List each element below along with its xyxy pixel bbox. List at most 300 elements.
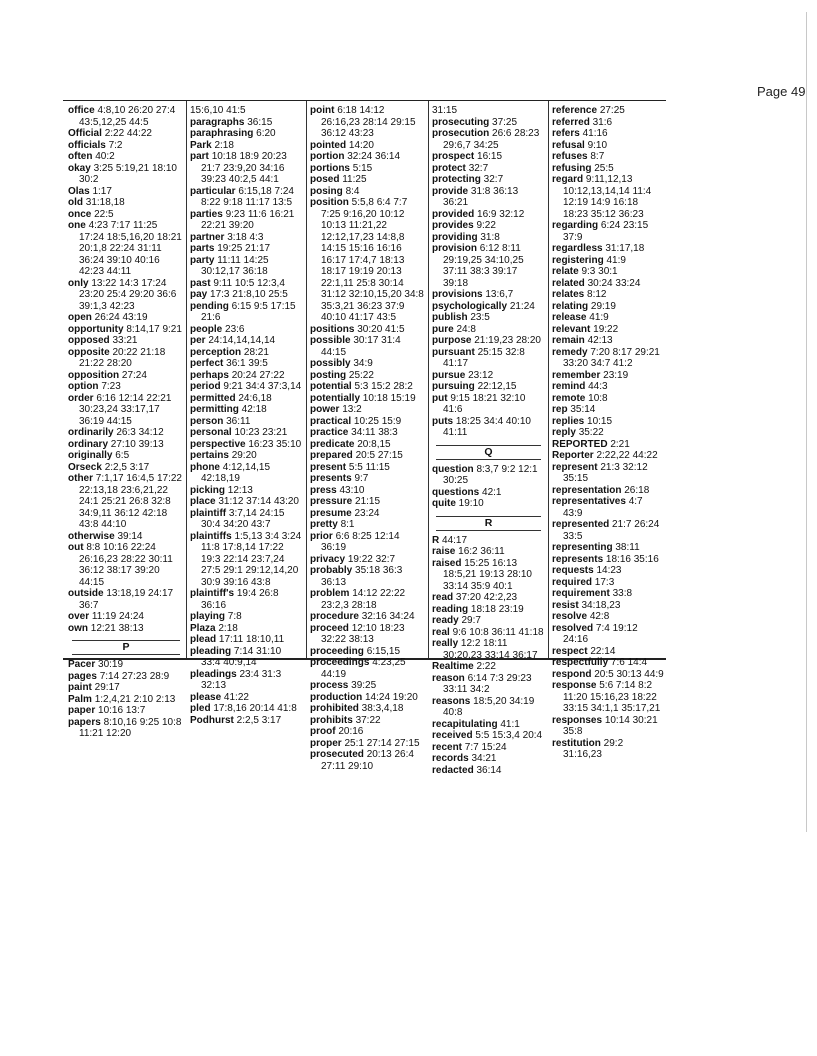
index-entry (310, 749, 426, 772)
index-term: pure (432, 323, 454, 335)
index-entry (68, 694, 184, 706)
index-entry (552, 485, 664, 497)
index-refs: 5:5,8 6:4 7:7 7:25 9:16,20 10:12 10:13 11:21,22 12:12,17,23 14:8,8 14:15 15:16 16:16 16:17 17:4,7 18:13 18:17 19:19 20:13 22:1,11 25:8 30:14 31:12 32:10,15,20 34:8 35:3,21 36:23 37:9 40:10 41:17 43:5 (321, 197, 424, 323)
index-entry (68, 163, 184, 186)
index-refs: 42:13 (587, 335, 613, 346)
index-refs: 13:18,19 24:17 36:7 (79, 588, 174, 611)
index-entry (68, 682, 184, 694)
index-refs: 36:1 39:5 (226, 358, 268, 369)
index-entry (190, 646, 303, 669)
index-entry (432, 151, 545, 163)
index-refs: 44:17 (442, 534, 468, 546)
index-refs: 29:2 31:16,23 (563, 737, 624, 760)
index-term: potential (310, 381, 352, 392)
index-term: person (190, 415, 224, 427)
index-term: Palm (68, 693, 92, 705)
index-refs: 35:22 (578, 427, 604, 438)
index-entry (432, 335, 545, 347)
index-term: put (432, 392, 448, 404)
index-term: other (68, 473, 93, 484)
index-term: power (310, 404, 340, 415)
index-entry (552, 243, 664, 255)
index-refs: 12:21 38:13 (90, 622, 144, 634)
index-entry (68, 531, 184, 543)
index-entry (310, 439, 426, 451)
index-refs: 9:11 10:5 12:3,4 (213, 277, 285, 289)
index-term: REPORTED (552, 438, 608, 450)
index-entry (432, 765, 545, 777)
index-refs: 1:5,13 3:4 3:24 11:8 17:8,14 17:22 19:3 22:14 23:7,24 27:5 29:1 29:12,14,20 30:9 39:16 43:8 (201, 530, 302, 588)
index-entry (432, 312, 545, 324)
index-term: playing (190, 611, 226, 622)
index-entry (432, 592, 545, 604)
index-term: proceeding (310, 645, 364, 657)
index-refs: 19:10 (458, 498, 484, 509)
index-refs: 8:4 (345, 185, 360, 197)
index-refs: 24:6,18 (238, 392, 272, 404)
index-term: old (68, 197, 83, 208)
index-refs: 2:22 44:22 (104, 128, 152, 139)
index-entry (310, 197, 426, 324)
index-term: requirement (552, 588, 610, 599)
index-entry (552, 312, 664, 324)
index-refs: 18:25 34:4 40:10 41:11 (443, 415, 531, 438)
index-term: respect (552, 645, 588, 657)
index-refs: 11:19 24:24 (91, 611, 144, 622)
index-entry (552, 715, 664, 738)
index-entry (310, 715, 426, 727)
page-number: Page 49 (757, 84, 806, 99)
index-refs: 8:7 (590, 151, 605, 162)
index-term: privacy (310, 553, 346, 565)
index-refs: 41:9 (589, 312, 609, 323)
index-term: question (432, 463, 474, 475)
index-entry (432, 638, 545, 661)
index-term: represented (552, 519, 610, 530)
index-term: responses (552, 714, 603, 726)
index-entry (432, 232, 545, 244)
index-entry (190, 439, 303, 451)
index-column-2 (190, 105, 303, 726)
index-refs: 4:23,25 44:19 (321, 657, 406, 680)
index-term: position (310, 197, 349, 208)
index-entry (432, 661, 545, 673)
index-entry (310, 404, 426, 416)
index-term: practice (310, 427, 349, 438)
index-refs: 3:18 4:3 (227, 231, 264, 243)
index-entry (432, 301, 545, 313)
index-refs: 5:5 11:15 (348, 461, 390, 473)
index-entry (552, 657, 664, 669)
index-refs: 4:7 43:9 (563, 496, 643, 519)
index-refs: 8:12 (587, 289, 607, 300)
index-refs: 25:1 27:14 27:15 (344, 737, 420, 749)
index-refs: 21:15 (355, 496, 381, 507)
index-term: pages (68, 670, 97, 682)
index-refs: 18:18 23:19 (470, 603, 524, 615)
index-entry (68, 717, 184, 740)
index-refs: 41:1 (500, 718, 520, 730)
index-term: relates (552, 289, 585, 300)
index-term: press (310, 484, 337, 496)
section-letter: R (436, 516, 541, 531)
index-refs: 31:8 (480, 231, 500, 243)
index-term: represent (552, 461, 598, 473)
index-term: past (190, 277, 211, 289)
index-term: remote (552, 392, 586, 404)
index-refs: 2:21 (610, 438, 630, 450)
index-entry (68, 312, 184, 324)
index-entry (190, 255, 303, 278)
index-term: records (432, 753, 469, 764)
index-entry (310, 485, 426, 497)
index-refs: 22:5 (94, 208, 114, 220)
index-entry (432, 487, 545, 499)
index-term: puts (432, 415, 454, 427)
index-refs: 17:3 21:8,10 25:5 (210, 289, 288, 300)
index-entry (310, 358, 426, 370)
index-entry (190, 186, 303, 209)
index-term: often (68, 151, 93, 162)
index-entry (190, 416, 303, 428)
index-entry (552, 393, 664, 405)
index-term: procedure (310, 611, 359, 622)
index-entry (190, 335, 303, 347)
index-entry (190, 324, 303, 336)
index-refs: 9:10 (587, 139, 608, 151)
index-term: purpose (432, 335, 472, 346)
index-entry (552, 404, 664, 416)
index-refs: 5:3 15:2 28:2 (354, 381, 413, 392)
index-term: partner (190, 231, 225, 243)
index-refs: 12:2 18:11 30:20,23 33:14 36:17 (443, 638, 538, 661)
index-entry (68, 588, 184, 611)
index-entry (68, 659, 184, 671)
index-entry (310, 462, 426, 474)
index-entry (432, 324, 545, 336)
index-refs: 8:14,17 9:21 (126, 323, 182, 335)
index-term: only (68, 277, 89, 289)
index-entry (190, 347, 303, 359)
index-entry (552, 439, 664, 451)
index-refs: 29:19 (590, 300, 616, 312)
index-column-3 (310, 105, 426, 772)
index-term: plaintiff's (190, 588, 235, 599)
index-entry (432, 498, 545, 510)
index-term: prepared (310, 450, 353, 461)
index-refs: 7:8 (227, 611, 242, 622)
index-refs: 34:21 (471, 753, 497, 764)
index-refs: 6:20 (256, 128, 276, 139)
index-term: remind (552, 381, 586, 392)
index-term: okay (68, 162, 91, 174)
index-entry (310, 496, 426, 508)
index-refs: 10:18 15:19 (362, 392, 416, 404)
index-refs: 5:15 (352, 162, 373, 174)
index-entry (432, 696, 545, 719)
index-entry (190, 381, 303, 393)
index-refs: 33:8 (612, 588, 633, 599)
index-refs: 34:9 (353, 358, 373, 369)
index-refs: 21:7 26:24 33:5 (563, 519, 660, 542)
index-entry (190, 496, 303, 508)
index-refs: 30:20 41:5 (357, 323, 405, 335)
index-refs: 27:25 (599, 105, 625, 116)
index-refs: 42:18 (241, 404, 267, 415)
index-refs: 29:7 (461, 615, 481, 626)
index-term: presents (310, 473, 352, 484)
index-term: picking (190, 484, 226, 496)
index-refs: 10:8 (588, 392, 608, 404)
index-column-4 (432, 105, 545, 776)
index-term: pretty (310, 519, 338, 530)
index-entry (310, 554, 426, 566)
index-refs: 35:14 (570, 404, 596, 415)
index-entry (68, 611, 184, 623)
index-entry (68, 381, 184, 393)
index-term: respectfully (552, 657, 609, 668)
index-term: prosecuted (310, 749, 364, 760)
index-entry (432, 370, 545, 382)
index-entry (432, 163, 545, 175)
index-refs: 7:14 27:23 28:9 (99, 670, 170, 682)
index-entry (552, 600, 664, 612)
index-refs: 5:5 15:3,4 20:4 (475, 730, 543, 741)
index-refs: 32:24 36:14 (347, 151, 401, 162)
index-term: party (190, 254, 215, 266)
index-entry (190, 140, 303, 152)
index-term: release (552, 312, 587, 323)
index-term: plaintiffs (190, 530, 232, 542)
index-term: replies (552, 415, 585, 427)
index-term: plaintiff (190, 507, 227, 519)
index-refs: 9:11,12,13 10:12,13,14,14 11:4 12:19 14:9 16:18 18:23 35:12 36:23 (563, 174, 652, 220)
index-entry (310, 381, 426, 393)
index-refs: 2:2,5 3:17 (104, 461, 150, 473)
index-term: proper (310, 737, 342, 749)
index-term: office (68, 105, 95, 116)
index-term: remember (552, 369, 601, 381)
index-term: production (310, 691, 363, 703)
index-refs: 7:14 31:10 33:4 40:9,14 (201, 645, 282, 668)
index-refs: 17:3 (594, 576, 615, 588)
index-term: ready (432, 615, 459, 626)
index-entry (310, 163, 426, 175)
index-term: real (432, 626, 450, 638)
index-term: protecting (432, 174, 481, 185)
index-refs: 16:9 32:12 (477, 208, 525, 220)
column-divider (186, 101, 187, 658)
index-entry (552, 554, 664, 566)
index-entry (552, 117, 664, 129)
index-entry (310, 738, 426, 750)
index-entry (310, 565, 426, 588)
index-refs: 19:22 32:7 (347, 553, 396, 565)
index-entry (310, 427, 426, 439)
index-entry (432, 673, 545, 696)
index-entry (432, 615, 545, 627)
index-entry (68, 671, 184, 683)
index-term: raised (432, 557, 462, 569)
index-entry (310, 151, 426, 163)
index-entry (552, 255, 664, 267)
index-term: pursuant (432, 346, 475, 358)
index-term: per (190, 335, 206, 346)
index-refs: 23:19 (603, 369, 629, 381)
index-refs: 30:19 (98, 659, 124, 670)
index-refs: 32:16 34:24 (361, 611, 415, 622)
index-refs: 6:15 9:5 17:15 21:6 (201, 300, 296, 323)
index-refs: 32:7 (483, 174, 504, 185)
index-term: provisions (432, 289, 483, 300)
index-refs: 20:16 (338, 726, 364, 737)
index-term: remain (552, 335, 585, 346)
index-entry (310, 703, 426, 715)
index-entry (310, 726, 426, 738)
index-refs: 41:9 (606, 254, 626, 266)
index-term: prohibited (310, 703, 359, 714)
index-refs: 39:25 (351, 680, 377, 691)
index-term: ordinarily (68, 427, 114, 438)
index-term: recapitulating (432, 718, 498, 730)
index-refs: 13:22 14:3 17:24 23:20 25:4 29:20 36:6 39:1,3 42:23 (79, 277, 177, 312)
index-refs: 13:6,7 (485, 289, 514, 300)
index-refs: 24:14,14,14,14 (208, 335, 276, 346)
index-refs: 21:24 (509, 300, 535, 312)
index-term: paraphrasing (190, 128, 254, 139)
index-term: resolved (552, 622, 594, 634)
index-refs: 17:11 18:10,11 (218, 634, 285, 645)
index-term: potentially (310, 392, 361, 404)
index-refs: 14:24 19:20 (365, 691, 418, 703)
index-entry (310, 393, 426, 405)
index-refs: 9:21 34:4 37:3,14 (223, 381, 302, 392)
index-refs: 6:14 7:3 29:23 33:11 34:2 (443, 672, 532, 695)
index-term: own (68, 622, 88, 634)
index-term: one (68, 220, 86, 231)
index-refs: 15:6,10 41:5 (190, 105, 246, 116)
index-entry (552, 462, 664, 485)
index-entry (190, 209, 303, 232)
index-term: pled (190, 703, 211, 714)
index-term: regarding (552, 220, 599, 231)
index-entry (552, 347, 664, 370)
index-term: permitted (190, 392, 236, 404)
index-entry (432, 220, 545, 232)
index-entry (432, 117, 545, 129)
index-entry (68, 151, 184, 163)
index-entry (552, 105, 664, 117)
index-entry (552, 565, 664, 577)
index-refs: 30:17 31:4 44:15 (321, 335, 401, 358)
index-term: representatives (552, 496, 626, 507)
index-entry (552, 450, 664, 462)
index-term: opportunity (68, 323, 124, 335)
index-refs: 14:12 22:22 23:2,3 28:18 (321, 588, 406, 611)
index-entry (310, 416, 426, 428)
index-refs: 7:6 14:4 (610, 657, 648, 668)
index-refs: 15:25 16:13 18:5,21 19:13 28:10 33:14 35:9 40:1 (443, 557, 532, 592)
index-refs: 2:22 (476, 661, 496, 672)
index-entry (552, 278, 664, 290)
index-refs: 1:2,4,21 2:10 2:13 (94, 693, 176, 705)
index-refs: 20:5 27:15 (355, 450, 403, 461)
index-refs: 3:25 5:19,21 18:10 30:2 (79, 162, 177, 185)
index-refs: 5:6 7:14 8:2 11:20 15:16,23 18:22 33:15 34:1,1 35:17,21 (563, 680, 661, 714)
index-refs: 21:3 32:12 35:15 (563, 461, 648, 484)
section-letter: P (72, 640, 180, 655)
index-term: reply (552, 427, 576, 438)
index-term: refusal (552, 139, 585, 151)
index-refs: 18:16 35:16 (605, 553, 659, 565)
index-entry (552, 266, 664, 278)
index-refs: 34:11 38:3 (351, 427, 398, 438)
index-term: refusing (552, 162, 592, 174)
index-entry (432, 558, 545, 593)
index-term: predicate (310, 438, 355, 450)
index-refs: 23:5 (470, 312, 490, 323)
index-entry (310, 611, 426, 623)
index-term: phone (190, 461, 220, 473)
index-entry (310, 531, 426, 554)
index-term: once (68, 208, 92, 220)
index-term: over (68, 611, 90, 622)
index-term: quite (432, 498, 456, 509)
index-refs: 20:5 30:13 44:9 (594, 668, 664, 680)
index-refs: 25:5 (594, 162, 614, 174)
index-refs: 8:8 10:16 22:24 26:16,23 28:22 30:11 36:12 38:17 39:20 44:15 (79, 542, 173, 588)
index-entry (68, 324, 184, 336)
index-entry (432, 464, 545, 487)
index-term: pointed (310, 139, 347, 151)
index-entry (68, 278, 184, 313)
index-refs: 7:7 15:24 (464, 741, 507, 753)
index-refs: 25:22 (348, 369, 374, 381)
index-term: referred (552, 116, 590, 128)
index-entry (68, 542, 184, 588)
index-term: opposed (68, 335, 110, 346)
index-refs: 23:4 31:3 32:13 (201, 668, 282, 691)
index-entry (190, 450, 303, 462)
index-refs: 9:22 (476, 220, 496, 231)
index-entry (190, 404, 303, 416)
index-refs: 29:17 (94, 682, 120, 693)
index-entry (310, 657, 426, 680)
index-term: posed (310, 174, 340, 185)
index-refs: 36:14 (476, 764, 502, 776)
index-entry (552, 163, 664, 175)
column-divider (428, 101, 429, 658)
index-term: possible (310, 335, 351, 346)
index-term: represents (552, 553, 604, 565)
index-term: Podhurst (190, 714, 234, 726)
index-term: provided (432, 208, 475, 220)
index-entry (68, 450, 184, 462)
index-refs: 7:23 (101, 381, 121, 392)
index-refs: 6:16 12:14 22:21 30:23,24 33:17,17 36:19 44:15 (79, 392, 172, 427)
index-refs: 2:18 (214, 139, 234, 151)
index-entry (310, 680, 426, 692)
index-refs: 6:5 (115, 450, 130, 461)
index-refs: 31:15 (432, 105, 458, 116)
index-refs: 10:18 18:9 20:23 21:7 23:9,20 34:16 39:23 40:2,5 44:1 (201, 151, 287, 185)
index-refs: 42:8 (589, 611, 610, 622)
index-term: Plaza (190, 622, 216, 634)
index-term: relevant (552, 323, 591, 335)
index-term: portion (310, 151, 345, 162)
index-entry (552, 416, 664, 428)
index-column-5 (552, 105, 664, 760)
